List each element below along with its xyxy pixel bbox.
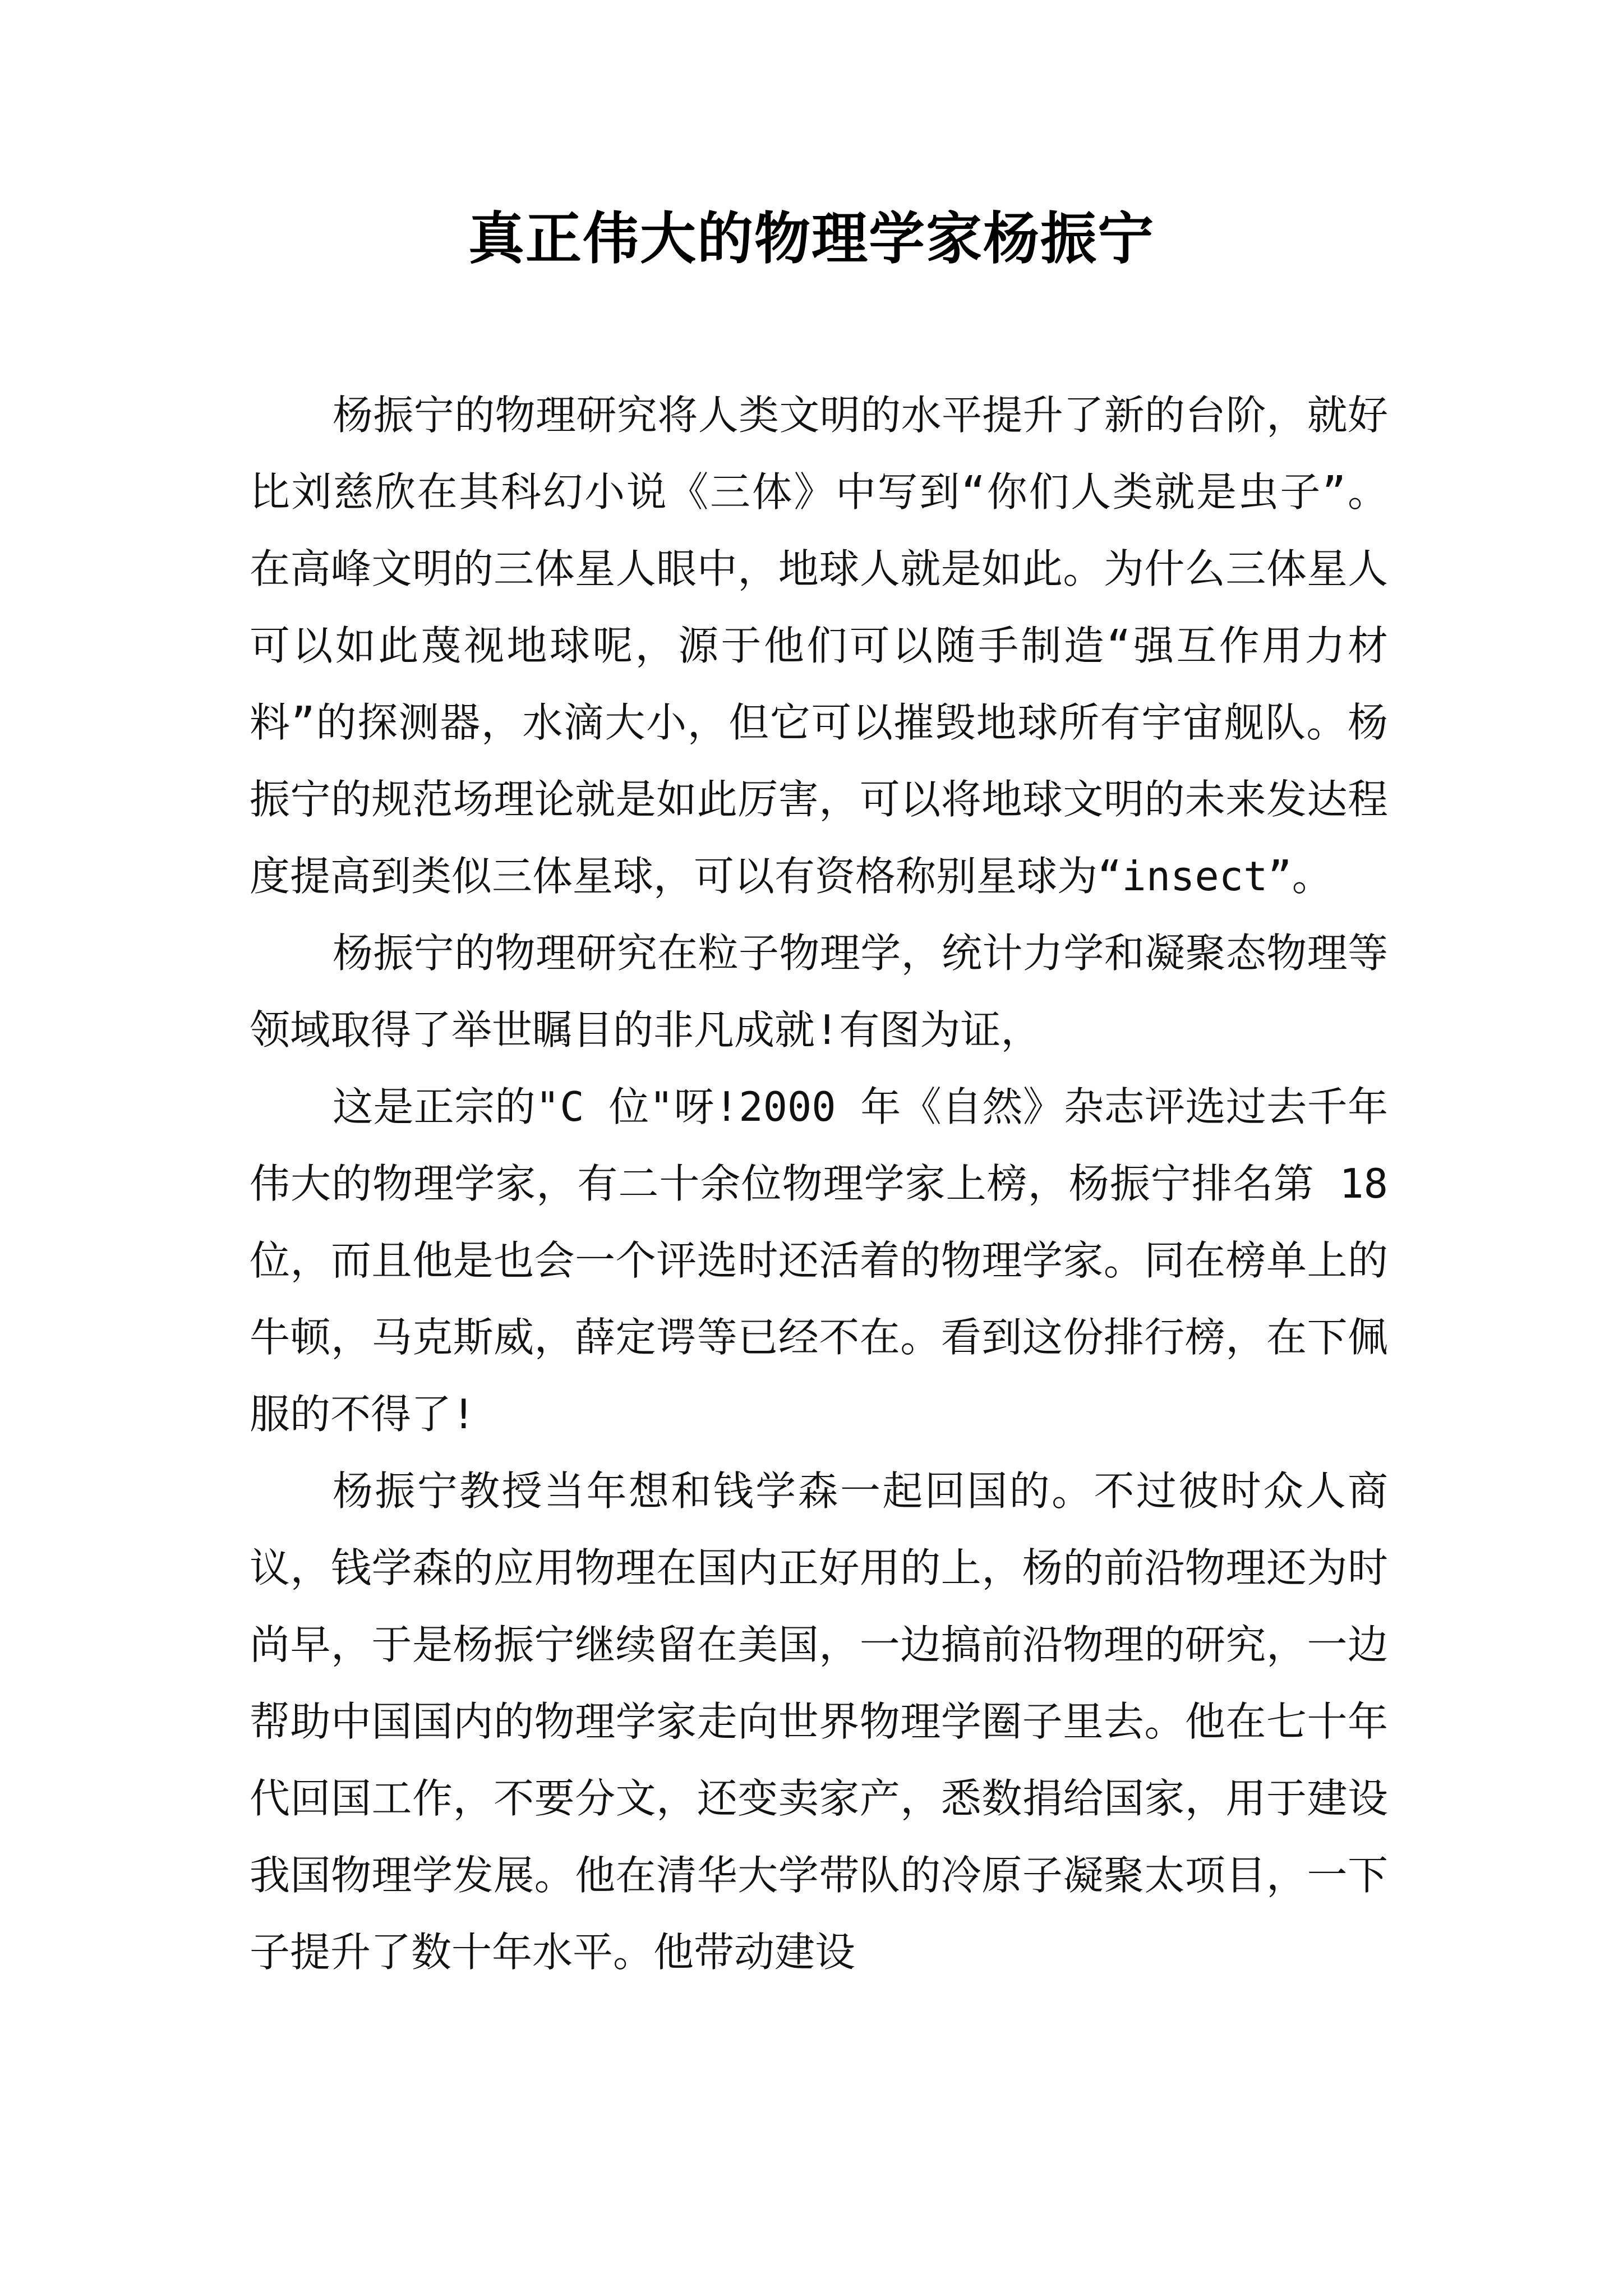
paragraph: 杨振宁的物理研究将人类文明的水平提升了新的台阶，就好比刘慈欣在其科幻小说《三体》中写到“你们人类就是虫子”。在高峰文明的三体星人眼中，地球人就是如此。为什么三体星人可以如此蔑视地球呢，源于他们可以随手制造“强互作用力材料”的探测器，水滴大小，但它可以摧毁地球所有宇宙舰队。杨振宁的规范场理论就是如此厉害，可以将地球文明的未来发达程度提高到类似三体星球，可以有资格称别星球为“insect”。 [250,392,1388,900]
paragraph: 杨振宁的物理研究在粒子物理学，统计力学和凝聚态物理等领域取得了举世瞩目的非凡成就!有图为证， [250,930,1388,1053]
document-title: 真正伟大的物理学家杨振宁 [468,205,1155,272]
paragraph: 这是正宗的"C 位"呀!2000 年《自然》杂志评选过去千年伟大的物理学家，有二十余位物理学家上榜，杨振宁排名第 18 位，而且他是也会一个评选时还活着的物理学家。同在榜单上的牛顿，马克斯威，薛定谔等已经不在。看到这份排行榜，在下佩服的不得了! [250,1083,1388,1438]
document-body [250,377,1388,1991]
paragraph: 杨振宁教授当年想和钱学森一起回国的。不过彼时众人商议，钱学森的应用物理在国内正好用的上，杨的前沿物理还为时尚早，于是杨振宁继续留在美国，一边搞前沿物理的研究，一边帮助中国国内的物理学家走向世界物理学圈子里去。他在七十年代回国工作，不要分文，还变卖家产，悉数捐给国家，用于建设我国物理学发展。他在清华大学带队的冷原子凝聚太项目，一下子提升了数十年水平。他带动建设 [250,1467,1388,1976]
